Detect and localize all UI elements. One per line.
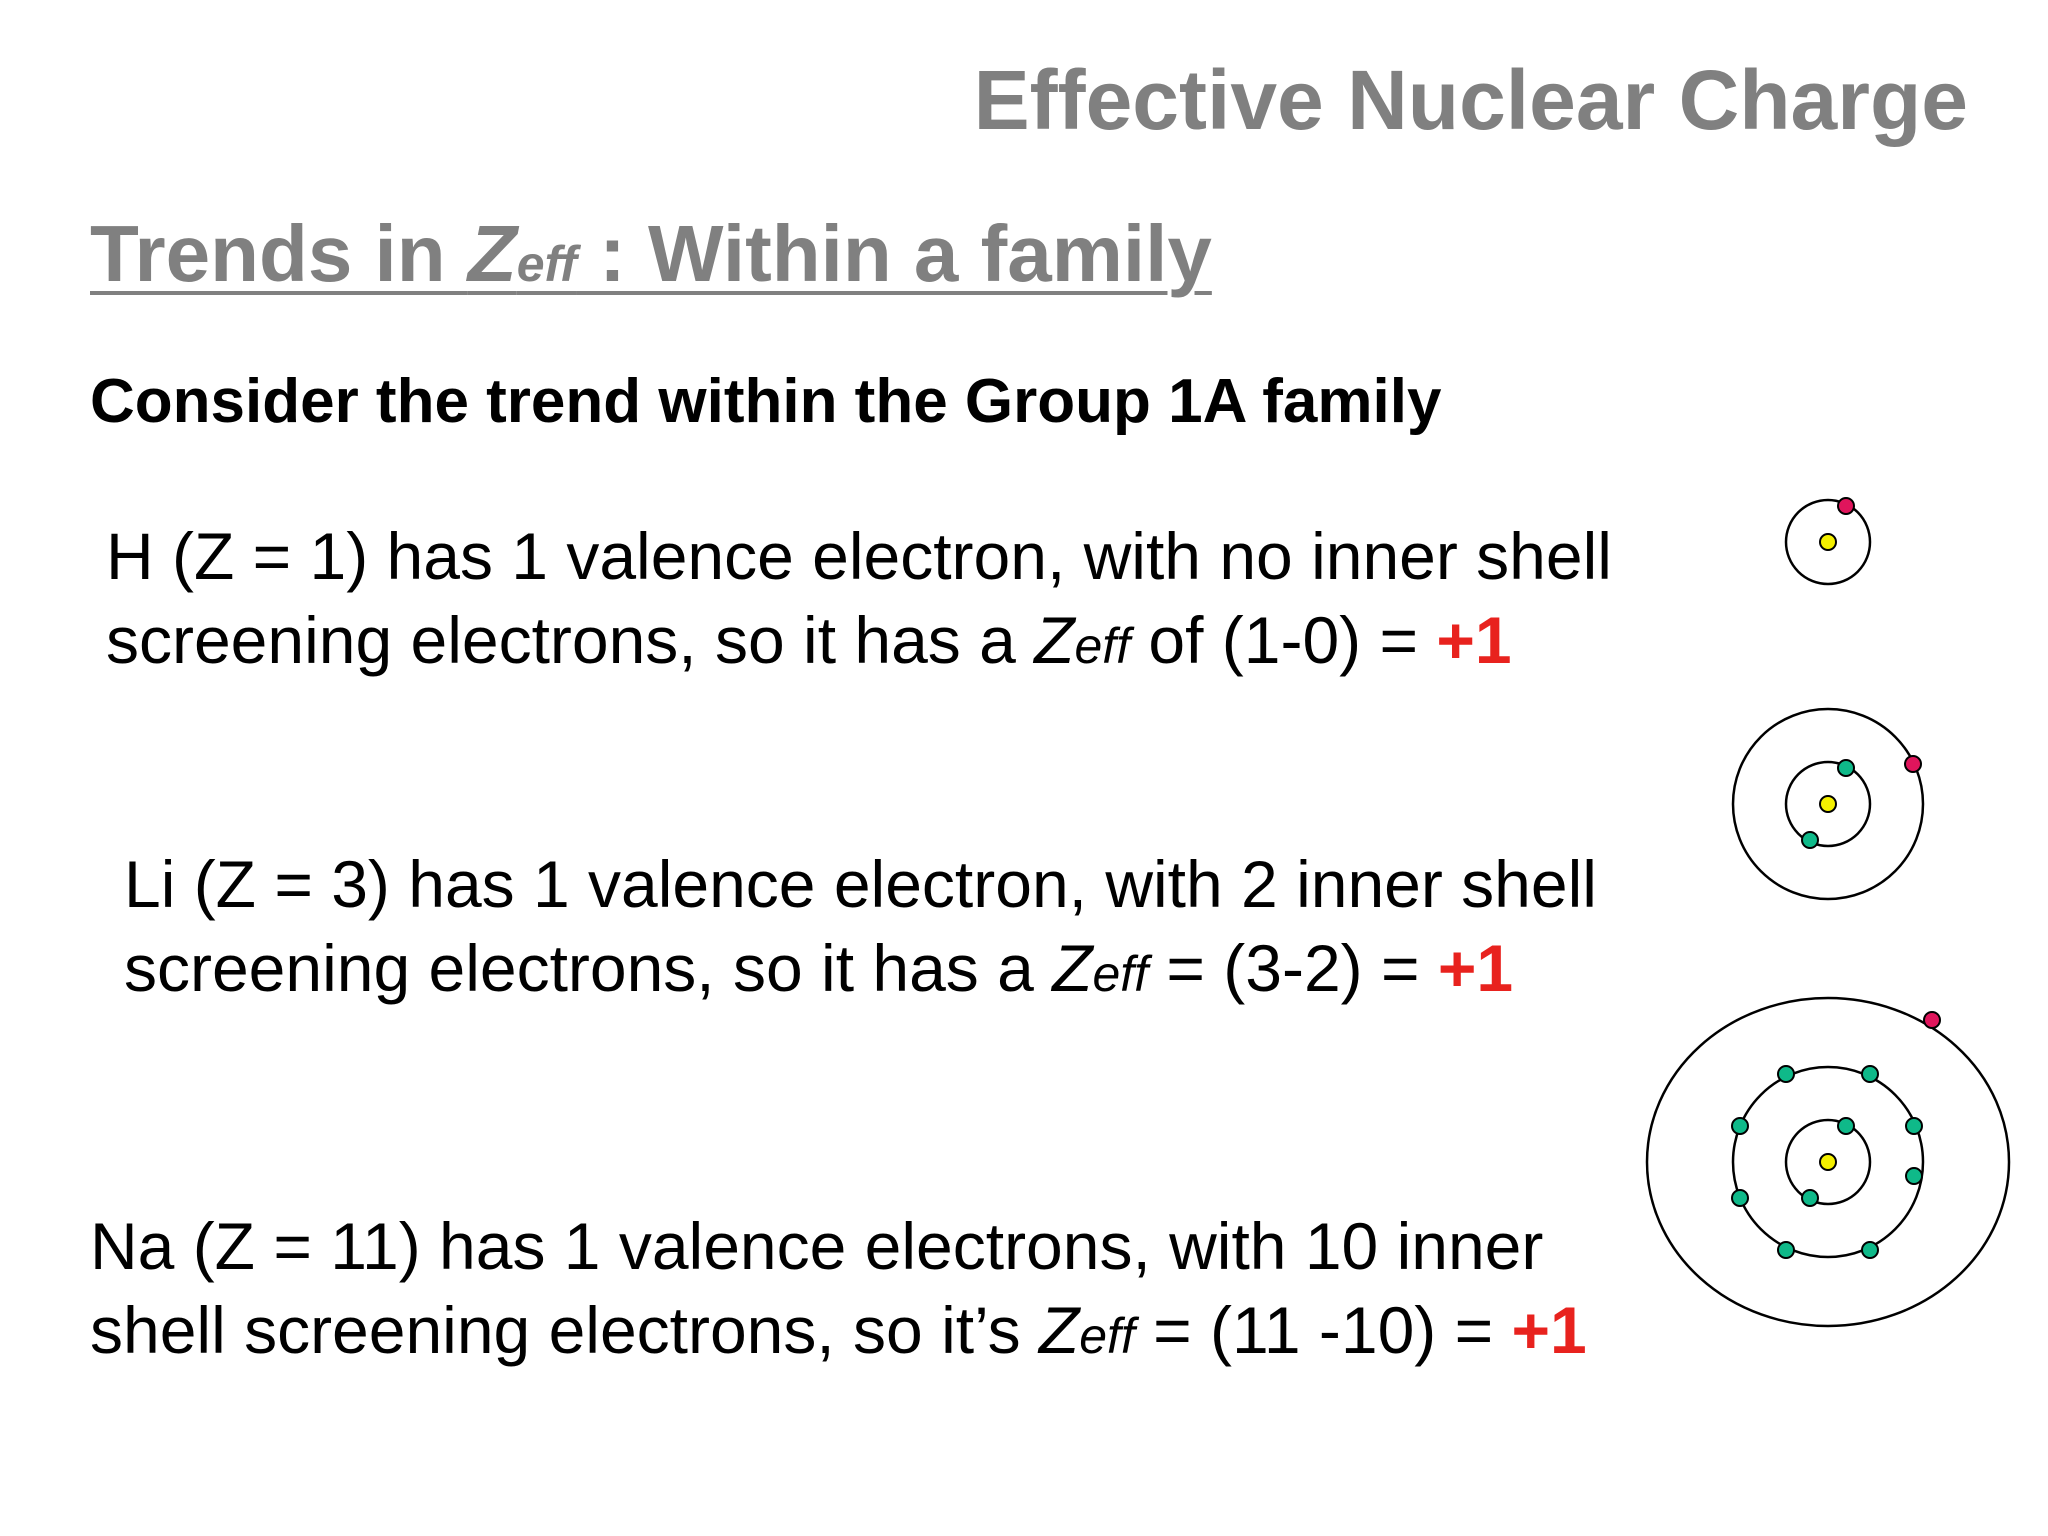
sodium-line-2 <box>90 1288 1587 1378</box>
sodium-inner-electron <box>1732 1190 1748 1206</box>
hydrogen-z-symbol: Z <box>1034 603 1075 677</box>
lithium-line-2-suffix: = (3-2) = <box>1148 931 1438 1005</box>
sodium-inner-electron <box>1778 1066 1794 1082</box>
lithium-z-symbol: Z <box>1052 931 1093 1005</box>
hydrogen-line-2-prefix: screening electrons, so it has a <box>106 603 1035 677</box>
slide-title: Effective Nuclear Charge <box>973 53 1968 147</box>
sodium-inner-electron <box>1862 1242 1878 1258</box>
subtitle-prefix: Trends in <box>90 209 468 298</box>
sodium-paragraph <box>90 1204 1587 1378</box>
sodium-line-1: Na (Z = 11) has 1 valence electrons, with 10 inner <box>90 1209 1544 1283</box>
lithium-z-subscript: eff <box>1092 946 1149 1002</box>
lithium-line-1: Li (Z = 3) has 1 valence electron, with 2 inner shell <box>124 847 1597 921</box>
sodium-inner-electron <box>1802 1190 1818 1206</box>
sodium-valence-electron <box>1924 1012 1940 1028</box>
hydrogen-paragraph <box>106 514 1612 688</box>
sodium-inner-electron <box>1906 1168 1922 1184</box>
subtitle-suffix: : Within a family <box>576 209 1212 298</box>
sodium-nucleus <box>1820 1154 1836 1170</box>
lithium-atom-diagram <box>1728 704 1928 904</box>
hydrogen-charge-value: +1 <box>1436 603 1512 677</box>
lithium-charge-value: +1 <box>1437 931 1514 1005</box>
section-subtitle <box>90 208 1212 300</box>
hydrogen-z-subscript: eff <box>1074 618 1131 674</box>
sodium-inner-electron <box>1732 1118 1748 1134</box>
lithium-inner-electron <box>1838 760 1854 776</box>
sodium-inner-electron <box>1778 1242 1794 1258</box>
group-prompt: Consider the trend within the Group 1A family <box>90 367 1442 436</box>
sodium-z-subscript: eff <box>1079 1308 1135 1364</box>
sodium-atom-diagram <box>1642 990 2012 1340</box>
sodium-line-2-prefix: shell screening electrons, so it’s <box>90 1293 1039 1367</box>
hydrogen-valence-electron <box>1838 498 1854 514</box>
hydrogen-line-2 <box>106 598 1612 688</box>
hydrogen-line-1: H (Z = 1) has 1 valence electron, with no inner shell <box>106 519 1612 593</box>
hydrogen-atom-diagram <box>1780 492 1880 592</box>
lithium-paragraph <box>124 842 1597 1016</box>
lithium-inner-electron <box>1802 832 1818 848</box>
sodium-line-2-suffix: = (11 -10) = <box>1134 1293 1512 1367</box>
sodium-inner-electron <box>1906 1118 1922 1134</box>
lithium-line-2 <box>124 926 1597 1016</box>
lithium-nucleus <box>1820 796 1836 812</box>
hydrogen-line-2-suffix: of (1-0) = <box>1130 603 1437 677</box>
lithium-line-2-prefix: screening electrons, so it has a <box>124 931 1053 1005</box>
lithium-valence-electron <box>1905 756 1921 772</box>
sodium-inner-electron <box>1862 1066 1878 1082</box>
subtitle-z-symbol: Z <box>467 209 517 298</box>
sodium-z-symbol: Z <box>1038 1293 1080 1367</box>
sodium-inner-electron <box>1838 1118 1854 1134</box>
sodium-charge-value: +1 <box>1511 1293 1587 1367</box>
subtitle-z-subscript: eff <box>516 236 577 292</box>
hydrogen-nucleus <box>1820 534 1836 550</box>
